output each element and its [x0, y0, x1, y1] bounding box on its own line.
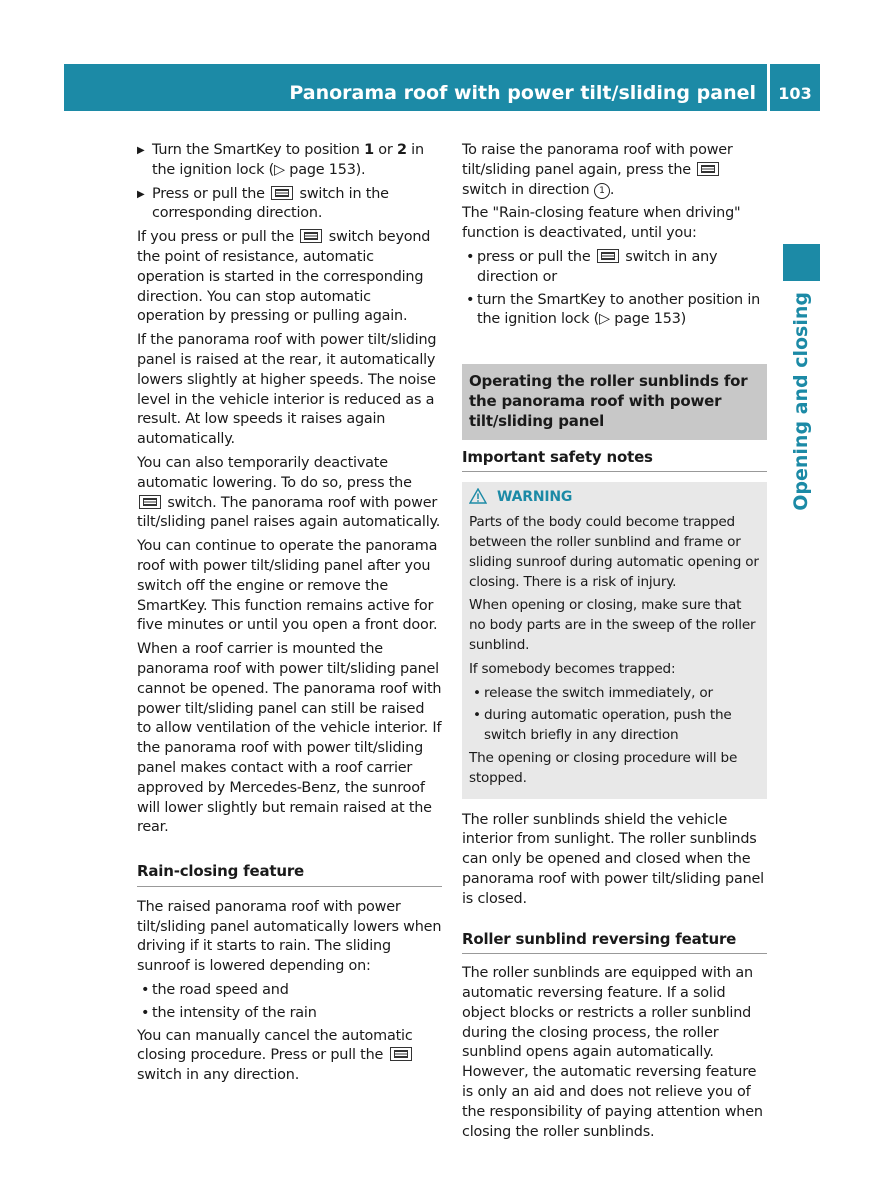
- list-item: • the intensity of the rain: [141, 1004, 317, 1021]
- left-column: [137, 141, 442, 1090]
- list-item: • release the switch immediately, or: [473, 684, 713, 701]
- list-item: • turn the SmartKey to another position in the ignition lock (▷ page 153): [466, 291, 761, 328]
- list-item: • press or pull the switch in any direction or: [466, 248, 718, 285]
- paragraph: You can continue to operate the panorama roof with power tilt/sliding panel after you switch off the engine or remove the SmartKey. This function remains active for five minutes or until you open a front door.: [137, 538, 438, 634]
- paragraph: If you press or pull the switch beyond the point of resistance, automatic operation is started in the corresponding direction. You can stop automatic operation by pressing or pulling again.: [137, 229, 431, 325]
- roof-switch-icon: [139, 495, 161, 509]
- roof-switch-icon: [597, 249, 619, 263]
- warning-text: When opening or closing, make sure that no body parts are in the sweep of the roller sunblind.: [469, 597, 756, 653]
- paragraph: You can manually cancel the automatic closing procedure. Press or pull the switch in any direction.: [137, 1027, 413, 1084]
- warning-text: Parts of the body could become trapped between the roller sunblind and frame or sliding sunroof during automatic opening or closing. There is a risk of injury.: [469, 514, 759, 590]
- instruction-step: ▶ Turn the SmartKey to position 1 or 2 in the ignition lock (▷ page 153).: [137, 142, 424, 178]
- section-title-box: Operating the roller sunblinds for the panorama roof with power tilt/sliding panel: [462, 364, 767, 439]
- list-item: • the road speed and: [141, 982, 289, 999]
- direction-number-badge: 1: [594, 183, 610, 199]
- page-number: 103: [778, 84, 812, 103]
- warning-header: WARNING: [469, 488, 760, 508]
- page-header: [64, 64, 820, 111]
- paragraph: The roller sunblinds shield the vehicle interior from sunlight. The roller sunblinds can only be opened and closed when the panorama roof with power tilt/sliding panel is closed.: [462, 811, 764, 907]
- paragraph: The "Rain-closing feature when driving" function is deactivated, until you:: [462, 205, 741, 242]
- warning-text: If somebody becomes trapped:: [469, 660, 676, 677]
- warning-triangle-icon: [469, 488, 487, 504]
- section-heading-safety: Important safety notes: [462, 448, 767, 473]
- section-heading-reversing: Roller sunblind reversing feature: [462, 930, 767, 955]
- roof-switch-icon: [300, 229, 322, 243]
- arrow-step-icon: ▶: [137, 188, 145, 200]
- warning-box: [462, 482, 767, 798]
- paragraph: If the panorama roof with power tilt/sliding panel is raised at the rear, it automatically lowers slightly at higher speeds. The noise level in the vehicle interior is reduced as a result. At low speeds it raises again automatically.: [137, 332, 437, 448]
- page-title: Panorama roof with power tilt/sliding panel: [289, 82, 756, 104]
- roof-switch-icon: [697, 162, 719, 176]
- paragraph: To raise the panorama roof with power tilt/sliding panel again, press the switch in direction 1 .: [462, 142, 733, 198]
- instruction-step: ▶ Press or pull the switch in the corresponding direction.: [137, 185, 389, 222]
- right-column: [462, 141, 767, 1146]
- paragraph: When a roof carrier is mounted the panorama roof with power tilt/sliding panel cannot be opened. The panorama roof with power tilt/sliding panel can still be raised to allow ventilation of the vehicle interior. If the panorama roof with power tilt/sliding panel makes contact with a roof carrier approved by Mercedes-Benz, the sunroof will lower slightly but remain raised at the rear.: [137, 641, 442, 836]
- warning-text: The opening or closing procedure will be stopped.: [469, 749, 738, 786]
- paragraph: The roller sunblinds are equipped with an automatic reversing feature. If a solid object blocks or restricts a roller sunblind during the closing process, the roller sunblind opens again automatically. However, the automatic reversing feature is only an aid and does not relieve you of the responsibility of paying attention when closing the roller sunblinds.: [462, 965, 763, 1140]
- chapter-tab-marker: [783, 244, 820, 281]
- paragraph: The raised panorama roof with power tilt/sliding panel automatically lowers when driving if it starts to rain. The sliding sunroof is lowered depending on:: [137, 898, 442, 975]
- arrow-step-icon: ▶: [137, 145, 145, 156]
- roof-switch-icon: [271, 186, 293, 200]
- paragraph: You can also temporarily deactivate automatic lowering. To do so, press the switch. The panorama roof with power tilt/sliding panel raises again automatically.: [137, 454, 441, 531]
- list-item: • during automatic operation, push the switch briefly in any direction: [473, 707, 732, 744]
- roof-switch-icon: [390, 1047, 412, 1061]
- section-heading-rain: Rain-closing feature: [137, 862, 442, 887]
- chapter-tab-label: Opening and closing: [790, 292, 812, 511]
